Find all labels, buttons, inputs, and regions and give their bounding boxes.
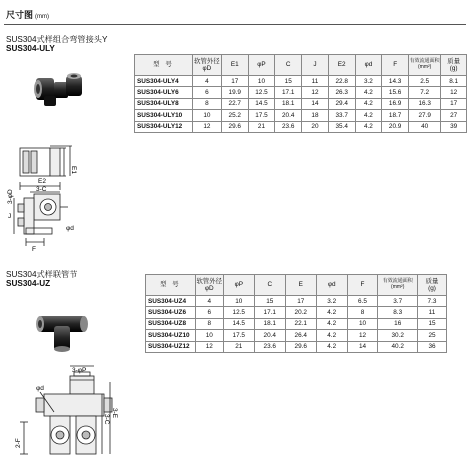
uz-cell: 30.2 (378, 330, 418, 341)
uz-col-model: 型 号 (146, 275, 196, 296)
uly-cell: 8.1 (441, 76, 467, 87)
uly-cell: 17 (441, 98, 467, 109)
uz-cell: 17 (285, 296, 316, 307)
uz-cell: 4.2 (316, 318, 347, 329)
uz-cell: 12 (347, 330, 378, 341)
uz-cell: 20.4 (254, 330, 285, 341)
uly-cell: 23.6 (275, 121, 302, 132)
uly-dim-e2: E2 (38, 178, 46, 185)
uly-cell: 12.5 (248, 87, 275, 98)
uz-cell: 3.2 (316, 296, 347, 307)
uly-cell: 20 (302, 121, 329, 132)
uly-cell: 4 (192, 76, 221, 87)
uz-cell: 4.2 (316, 307, 347, 318)
uz-cell: 12.5 (223, 307, 254, 318)
uz-row-model: SUS304-UZ12 (146, 341, 196, 352)
uz-cell: 22.1 (285, 318, 316, 329)
uz-cell: 4 (195, 296, 223, 307)
uly-cell: 4.2 (355, 121, 382, 132)
uly-spec-table (134, 54, 467, 133)
uz-table-row (146, 330, 447, 341)
uly-cell: 17.5 (248, 110, 275, 121)
uz-table-row (146, 307, 447, 318)
uz-row-model: SUS304-UZ4 (146, 296, 196, 307)
uz-cell: 26.4 (285, 330, 316, 341)
uz-col-f: F (347, 275, 378, 296)
uz-cell: 10 (195, 330, 223, 341)
uly-cell: 35.4 (328, 121, 355, 132)
uly-cell: 3.2 (355, 76, 382, 87)
uly-cell: 27 (441, 110, 467, 121)
uly-cell: 20.4 (275, 110, 302, 121)
uly-model: SUS304-ULY (6, 44, 55, 54)
uz-col-c: C (254, 275, 285, 296)
uz-cell: 8.3 (378, 307, 418, 318)
uly-cell: 14.5 (248, 98, 275, 109)
header-title: 尺寸图 (6, 10, 34, 20)
uz-cell: 29.6 (285, 341, 316, 352)
uz-cell: 4.2 (316, 330, 347, 341)
uly-table-row (135, 87, 467, 98)
uz-row-model: SUS304-UZ8 (146, 318, 196, 329)
uz-spec-table (145, 274, 447, 353)
uz-cell: 8 (195, 318, 223, 329)
uz-dim-3c: 3-C (103, 414, 110, 425)
header-divider (4, 24, 466, 25)
uly-cell: 18 (302, 110, 329, 121)
uz-dim-phid: φd (36, 385, 44, 392)
uly-cell: 39 (441, 121, 467, 132)
uz-col-flow-area: 有效流通面积 (mm²) (378, 275, 418, 296)
uz-cell: 12 (195, 341, 223, 352)
uz-dimension-drawing (10, 362, 120, 468)
uz-cell: 20.2 (285, 307, 316, 318)
uly-section-title (6, 35, 107, 54)
uly-cell: 29.6 (221, 121, 248, 132)
uly-col-hose-od: 软管外径 φD (192, 55, 221, 76)
uly-cell: 40 (409, 121, 441, 132)
uz-cell: 25 (417, 330, 446, 341)
uz-cell: 23.6 (254, 341, 285, 352)
uly-cell: 15 (275, 76, 302, 87)
page-header (6, 8, 49, 21)
uz-cell: 15 (417, 318, 446, 329)
uly-table-row (135, 98, 467, 109)
uz-cell: 7.3 (417, 296, 446, 307)
uz-cell: 40.2 (378, 341, 418, 352)
uly-cell: 20.9 (382, 121, 409, 132)
uz-dim-3e: 3-E (111, 408, 118, 419)
uz-cell: 36 (417, 341, 446, 352)
uly-cell: 12 (302, 87, 329, 98)
uz-product-photo (34, 302, 90, 354)
uly-cell: 18.7 (382, 110, 409, 121)
uly-cell: 22.7 (221, 98, 248, 109)
uz-row-model: SUS304-UZ10 (146, 330, 196, 341)
uly-cell: 19.9 (221, 87, 248, 98)
uly-col-f: F (382, 55, 409, 76)
uz-cell: 3.7 (378, 296, 418, 307)
uly-dimension-drawing (4, 142, 104, 254)
uz-cell: 14 (347, 341, 378, 352)
uly-row-model: SUS304-ULY8 (135, 98, 193, 109)
uly-cell: 12 (192, 121, 221, 132)
uly-cell: 4.2 (355, 98, 382, 109)
uz-cell: 10 (223, 296, 254, 307)
uly-cell: 7.2 (409, 87, 441, 98)
uly-col-e1: E1 (221, 55, 248, 76)
uly-cell: 6 (192, 87, 221, 98)
uly-col-j: J (302, 55, 329, 76)
uz-table-row (146, 296, 447, 307)
uz-cell: 11 (417, 307, 446, 318)
uz-model: SUS304-UZ (6, 279, 51, 289)
uly-cell: 4.2 (355, 110, 382, 121)
uly-cell: 33.7 (328, 110, 355, 121)
uly-col-phid: φd (355, 55, 382, 76)
uly-cell: 16.9 (382, 98, 409, 109)
uly-row-model: SUS304-ULY6 (135, 87, 193, 98)
uly-cell: 10 (192, 110, 221, 121)
uz-cell: 21 (223, 341, 254, 352)
uly-row-model: SUS304-ULY12 (135, 121, 193, 132)
uz-col-hose-od: 软管外径 φD (195, 275, 223, 296)
uz-cell: 17.1 (254, 307, 285, 318)
uly-cell: 4.2 (355, 87, 382, 98)
uly-product-photo (30, 66, 90, 112)
uly-cell: 11 (302, 76, 329, 87)
uly-cell: 14.3 (382, 76, 409, 87)
uly-dim-j: J (8, 213, 12, 220)
uly-cell: 2.5 (409, 76, 441, 87)
uz-table-header-row (146, 275, 447, 296)
uly-table-row (135, 76, 467, 87)
uly-cell: 10 (248, 76, 275, 87)
uz-table-row (146, 341, 447, 352)
uly-cell: 26.3 (328, 87, 355, 98)
uz-title: SUS304式样联管节 (6, 270, 78, 279)
uly-dim-f: F (32, 246, 36, 253)
uz-col-e: E (285, 275, 316, 296)
uz-cell: 16 (378, 318, 418, 329)
uly-cell: 15.6 (382, 87, 409, 98)
uly-col-phip: φP (248, 55, 275, 76)
uz-table-row (146, 318, 447, 329)
uly-cell: 27.9 (409, 110, 441, 121)
uly-cell: 18.1 (275, 98, 302, 109)
uly-row-model: SUS304-ULY4 (135, 76, 193, 87)
uly-cell: 21 (248, 121, 275, 132)
uz-cell: 10 (347, 318, 378, 329)
uly-title: SUS304式样组合弯管接头Y (6, 35, 108, 44)
uly-cell: 17.1 (275, 87, 302, 98)
uz-cell: 8 (347, 307, 378, 318)
uly-row-model: SUS304-ULY10 (135, 110, 193, 121)
uly-dim-3phid: 3-φD (7, 189, 14, 204)
uly-cell: 16.3 (409, 98, 441, 109)
uly-col-model: 型 号 (135, 55, 193, 76)
uly-dim-e1: E1 (70, 166, 77, 174)
uz-row-model: SUS304-UZ6 (146, 307, 196, 318)
uly-col-e2: E2 (328, 55, 355, 76)
uly-cell: 29.4 (328, 98, 355, 109)
uly-col-c: C (275, 55, 302, 76)
uly-table-row (135, 121, 467, 132)
uly-col-mass: 质量 (g) (441, 55, 467, 76)
uz-section-title (6, 270, 77, 289)
uz-cell: 6.5 (347, 296, 378, 307)
uly-cell: 8 (192, 98, 221, 109)
uly-cell: 17 (221, 76, 248, 87)
uly-col-flow-area: 有效流通面积 (mm²) (409, 55, 441, 76)
uz-cell: 18.1 (254, 318, 285, 329)
uz-col-phip: φP (223, 275, 254, 296)
uly-dim-3c: 3-C (36, 186, 47, 193)
uly-table-row (135, 110, 467, 121)
uz-dim-3phip: 3-φP (72, 367, 87, 374)
uz-col-mass: 质量 (g) (417, 275, 446, 296)
uz-col-phid: φd (316, 275, 347, 296)
uly-cell: 14 (302, 98, 329, 109)
uz-cell: 4.2 (316, 341, 347, 352)
uly-dim-phid: φd (66, 225, 74, 232)
uly-table-header-row (135, 55, 467, 76)
uly-cell: 12 (441, 87, 467, 98)
uz-cell: 6 (195, 307, 223, 318)
uz-cell: 17.5 (223, 330, 254, 341)
uz-cell: 15 (254, 296, 285, 307)
uly-cell: 22.8 (328, 76, 355, 87)
header-unit: (mm) (35, 14, 50, 20)
uz-cell: 14.5 (223, 318, 254, 329)
uly-cell: 25.2 (221, 110, 248, 121)
uz-dim-2f: 2-F (15, 438, 22, 448)
